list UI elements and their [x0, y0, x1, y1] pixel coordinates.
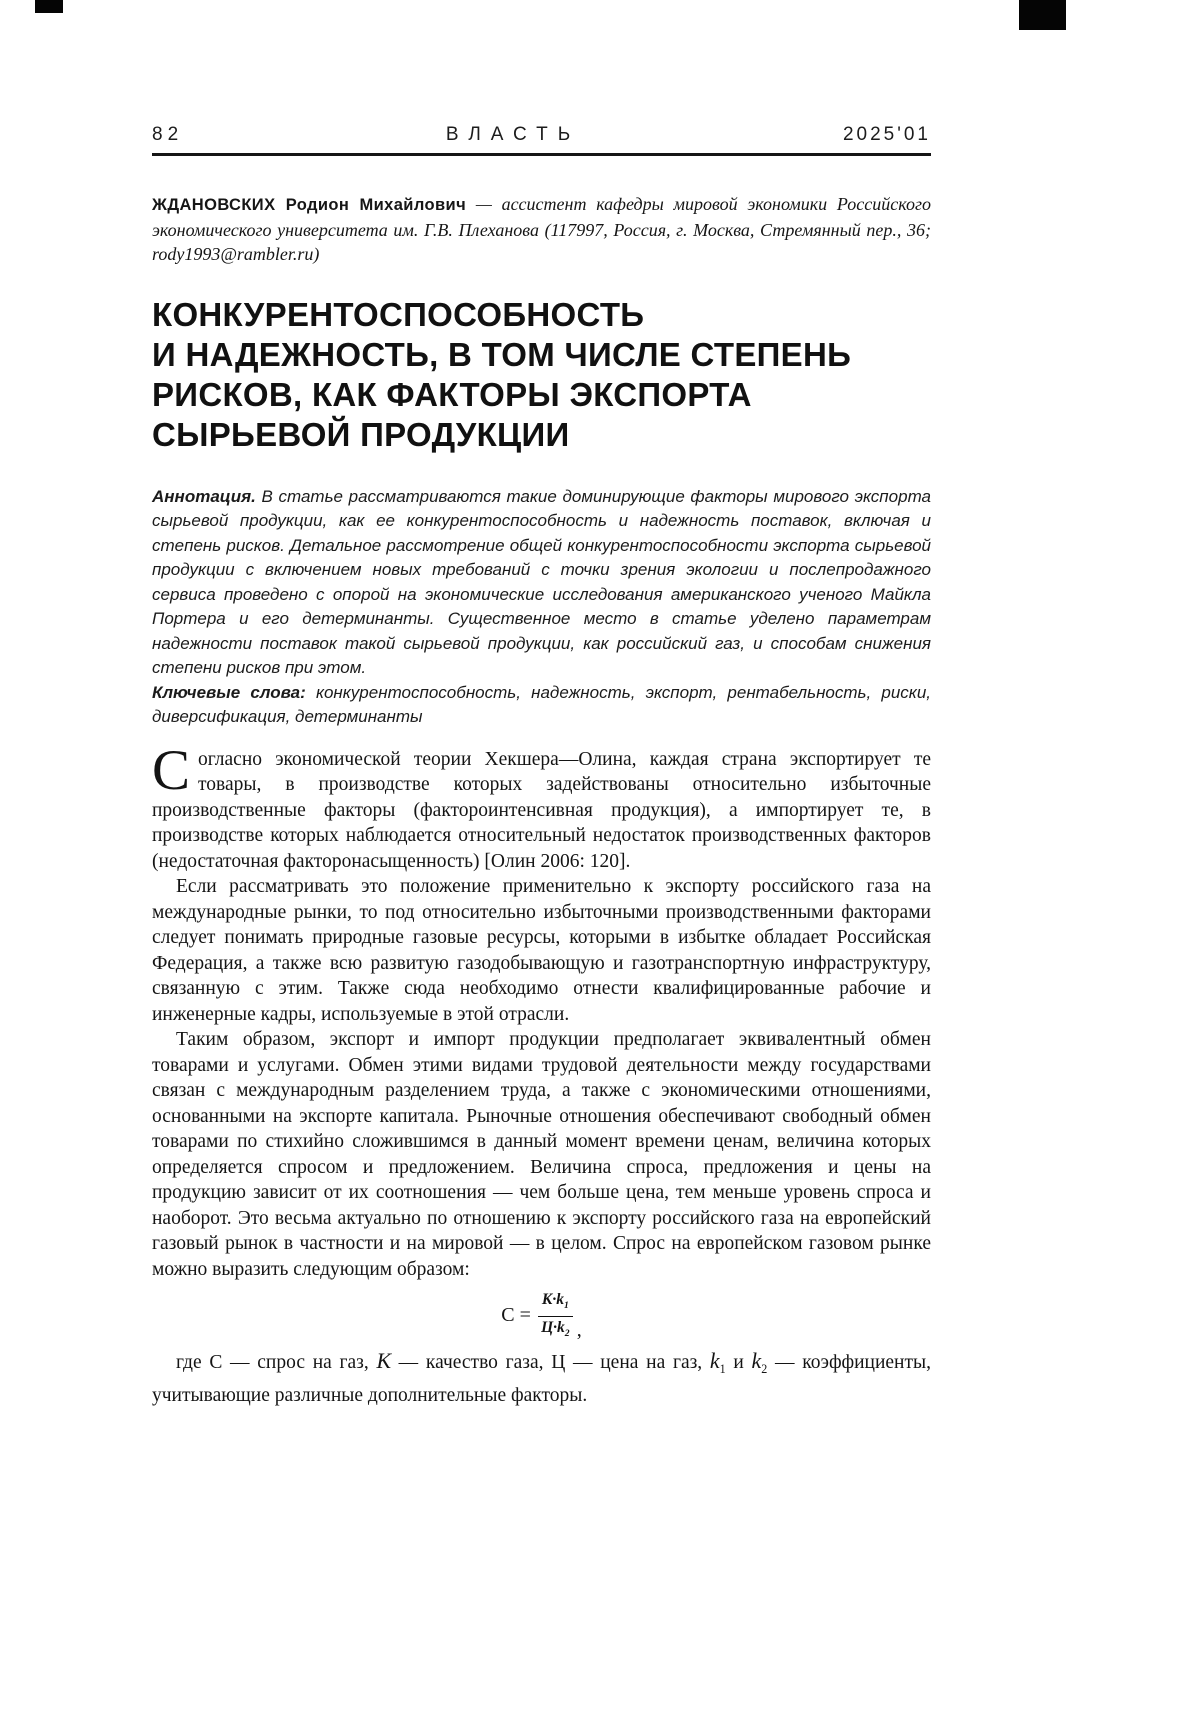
- keywords-label: Ключевые слова:: [152, 682, 306, 702]
- demand-formula: [152, 1290, 931, 1343]
- author-name: ЖДАНОВСКИХ Родион Михайлович: [152, 196, 467, 214]
- formula-numerator-sub: 1: [563, 1300, 569, 1312]
- formula-trailing-comma: ,: [576, 1318, 582, 1341]
- issue-number: 2025'01: [842, 124, 931, 145]
- abstract-text: В статье рассматриваются такие доминирующие факторы мирового экспорта сырьевой продукции, как ее конкурентоспособность и надежность поставок, включая и степень рисков. Детальное рассмотрение общей конкурентоспособности экспорта сырьевой продукции с включением новых требований с точки зрения экологии и послепродажного сервиса проведено с опорой на экономические исследования американского ученого Майкла Портера и его детерминанты. Существенное место в статье уделено параметрам надежности поставок такой сырьевой продукции, как российский газ, и способам снижения степени рисков при этом.: [152, 486, 931, 677]
- formula-denominator: [538, 1317, 573, 1343]
- p4-part3: и: [725, 1352, 752, 1374]
- p4-k1-sub: 1: [719, 1362, 726, 1377]
- formula-numerator-main: К·k: [541, 1291, 564, 1308]
- keywords: [152, 681, 931, 730]
- formula-denominator-main: Ц·k: [541, 1319, 565, 1337]
- keywords-text: конкурентоспособность, надежность, экспорт, рентабельность, риски, диверсификация, детерминанты: [152, 682, 931, 726]
- p4-part4: — коэффициенты, учитывающие различные дополнительные факторы.: [152, 1352, 931, 1406]
- article-title: КОНКУРЕНТОСПОСОБНОСТЬ И НАДЕЖНОСТЬ, В ТОМ ЧИСЛЕ СТЕПЕНЬ РИСКОВ, КАК ФАКТОРЫ ЭКСПОРТА СЫРЬЕВОЙ ПРОДУКЦИИ: [152, 295, 852, 453]
- paragraph-1: [152, 738, 931, 875]
- paragraph-1-text: огласно экономической теории Хекшера—Олина, каждая страна экспортирует те товары, в производстве которых задействованы относительно избыточные производственные факторы (фактороинтенсивная продукция), а импортирует те, в производстве которых наблюдается относительный недостаток производственных факторов (недостаточная факторонасыщенность) [Олин 2006: 120].: [152, 748, 931, 872]
- p4-k1: k: [709, 1349, 720, 1374]
- abstract-label: Аннотация.: [152, 486, 256, 506]
- formula-lhs: С: [501, 1304, 515, 1327]
- formula-fraction: [538, 1290, 573, 1343]
- formula-denominator-sub: 2: [564, 1328, 570, 1340]
- running-header: [152, 124, 931, 146]
- journal-name: ВЛАСТЬ: [445, 124, 581, 145]
- scan-corner-mark-top-left: [35, 0, 63, 13]
- p4-var-k-upper: К: [376, 1349, 391, 1374]
- abstract: [152, 485, 931, 681]
- author-affiliation: — ассистент кафедры мировой экономики Российского экономического университета им. Г.В. Плеханова (117997, Россия, г. Москва, Стремянный пер., 36; rody1993@rambler.ru): [152, 194, 931, 264]
- formula-numerator: [538, 1290, 573, 1317]
- scan-corner-mark-top-right: [1019, 0, 1066, 30]
- paragraph-2: Если рассматривать это положение применительно к экспорту российского газа на международные рынки, то под относительно избыточными производственными факторами следует понимать природные газовые ресурсы, которыми в избытке обладает Российская Федерация, а также всю развитую газодобывающую и газотранспортную инфраструктуру, связанную с этим. Также сюда необходимо отнести квалифицированные рабочие и инженерные кадры, используемые в этой отрасли.: [152, 876, 931, 1025]
- p4-part1: где С — спрос на газ,: [176, 1352, 377, 1374]
- p4-k2: k: [751, 1349, 762, 1374]
- paragraph-3: Таким образом, экспорт и импорт продукции предполагает эквивалентный обмен товарами и услугами. Обмен этими видами трудовой деятельности между государствами связан с международным разделением труда, а также с экономическими отношениями, основанными на экспорте капитала. Рыночные отношения обеспечивают свободный обмен товарами по стихийно сложившимся в данный момент времени ценам, величина которых определяется спросом и предложением. Величина спроса, предложения и цены на продукцию зависит от их соотношения — чем больше цена, тем меньше уровень спроса и наоборот. Это весьма актуально по отношению к экспорту российского газа на европейский газовый рынок в частности и на мировой — в целом. Спрос на европейском газовом рынке можно выразить следующим образом:: [152, 1029, 931, 1280]
- formula-equals: =: [519, 1304, 531, 1327]
- content-column: [152, 0, 931, 1408]
- p4-part2: — качество газа, Ц — цена на газ,: [390, 1352, 710, 1374]
- author-block: [152, 192, 931, 267]
- paragraph-4: [152, 1349, 931, 1408]
- header-rule: [152, 153, 931, 156]
- drop-cap: С: [152, 738, 191, 802]
- article-body: [152, 738, 931, 1409]
- page-number: 82: [152, 124, 184, 145]
- p4-k2-sub: 2: [761, 1362, 768, 1377]
